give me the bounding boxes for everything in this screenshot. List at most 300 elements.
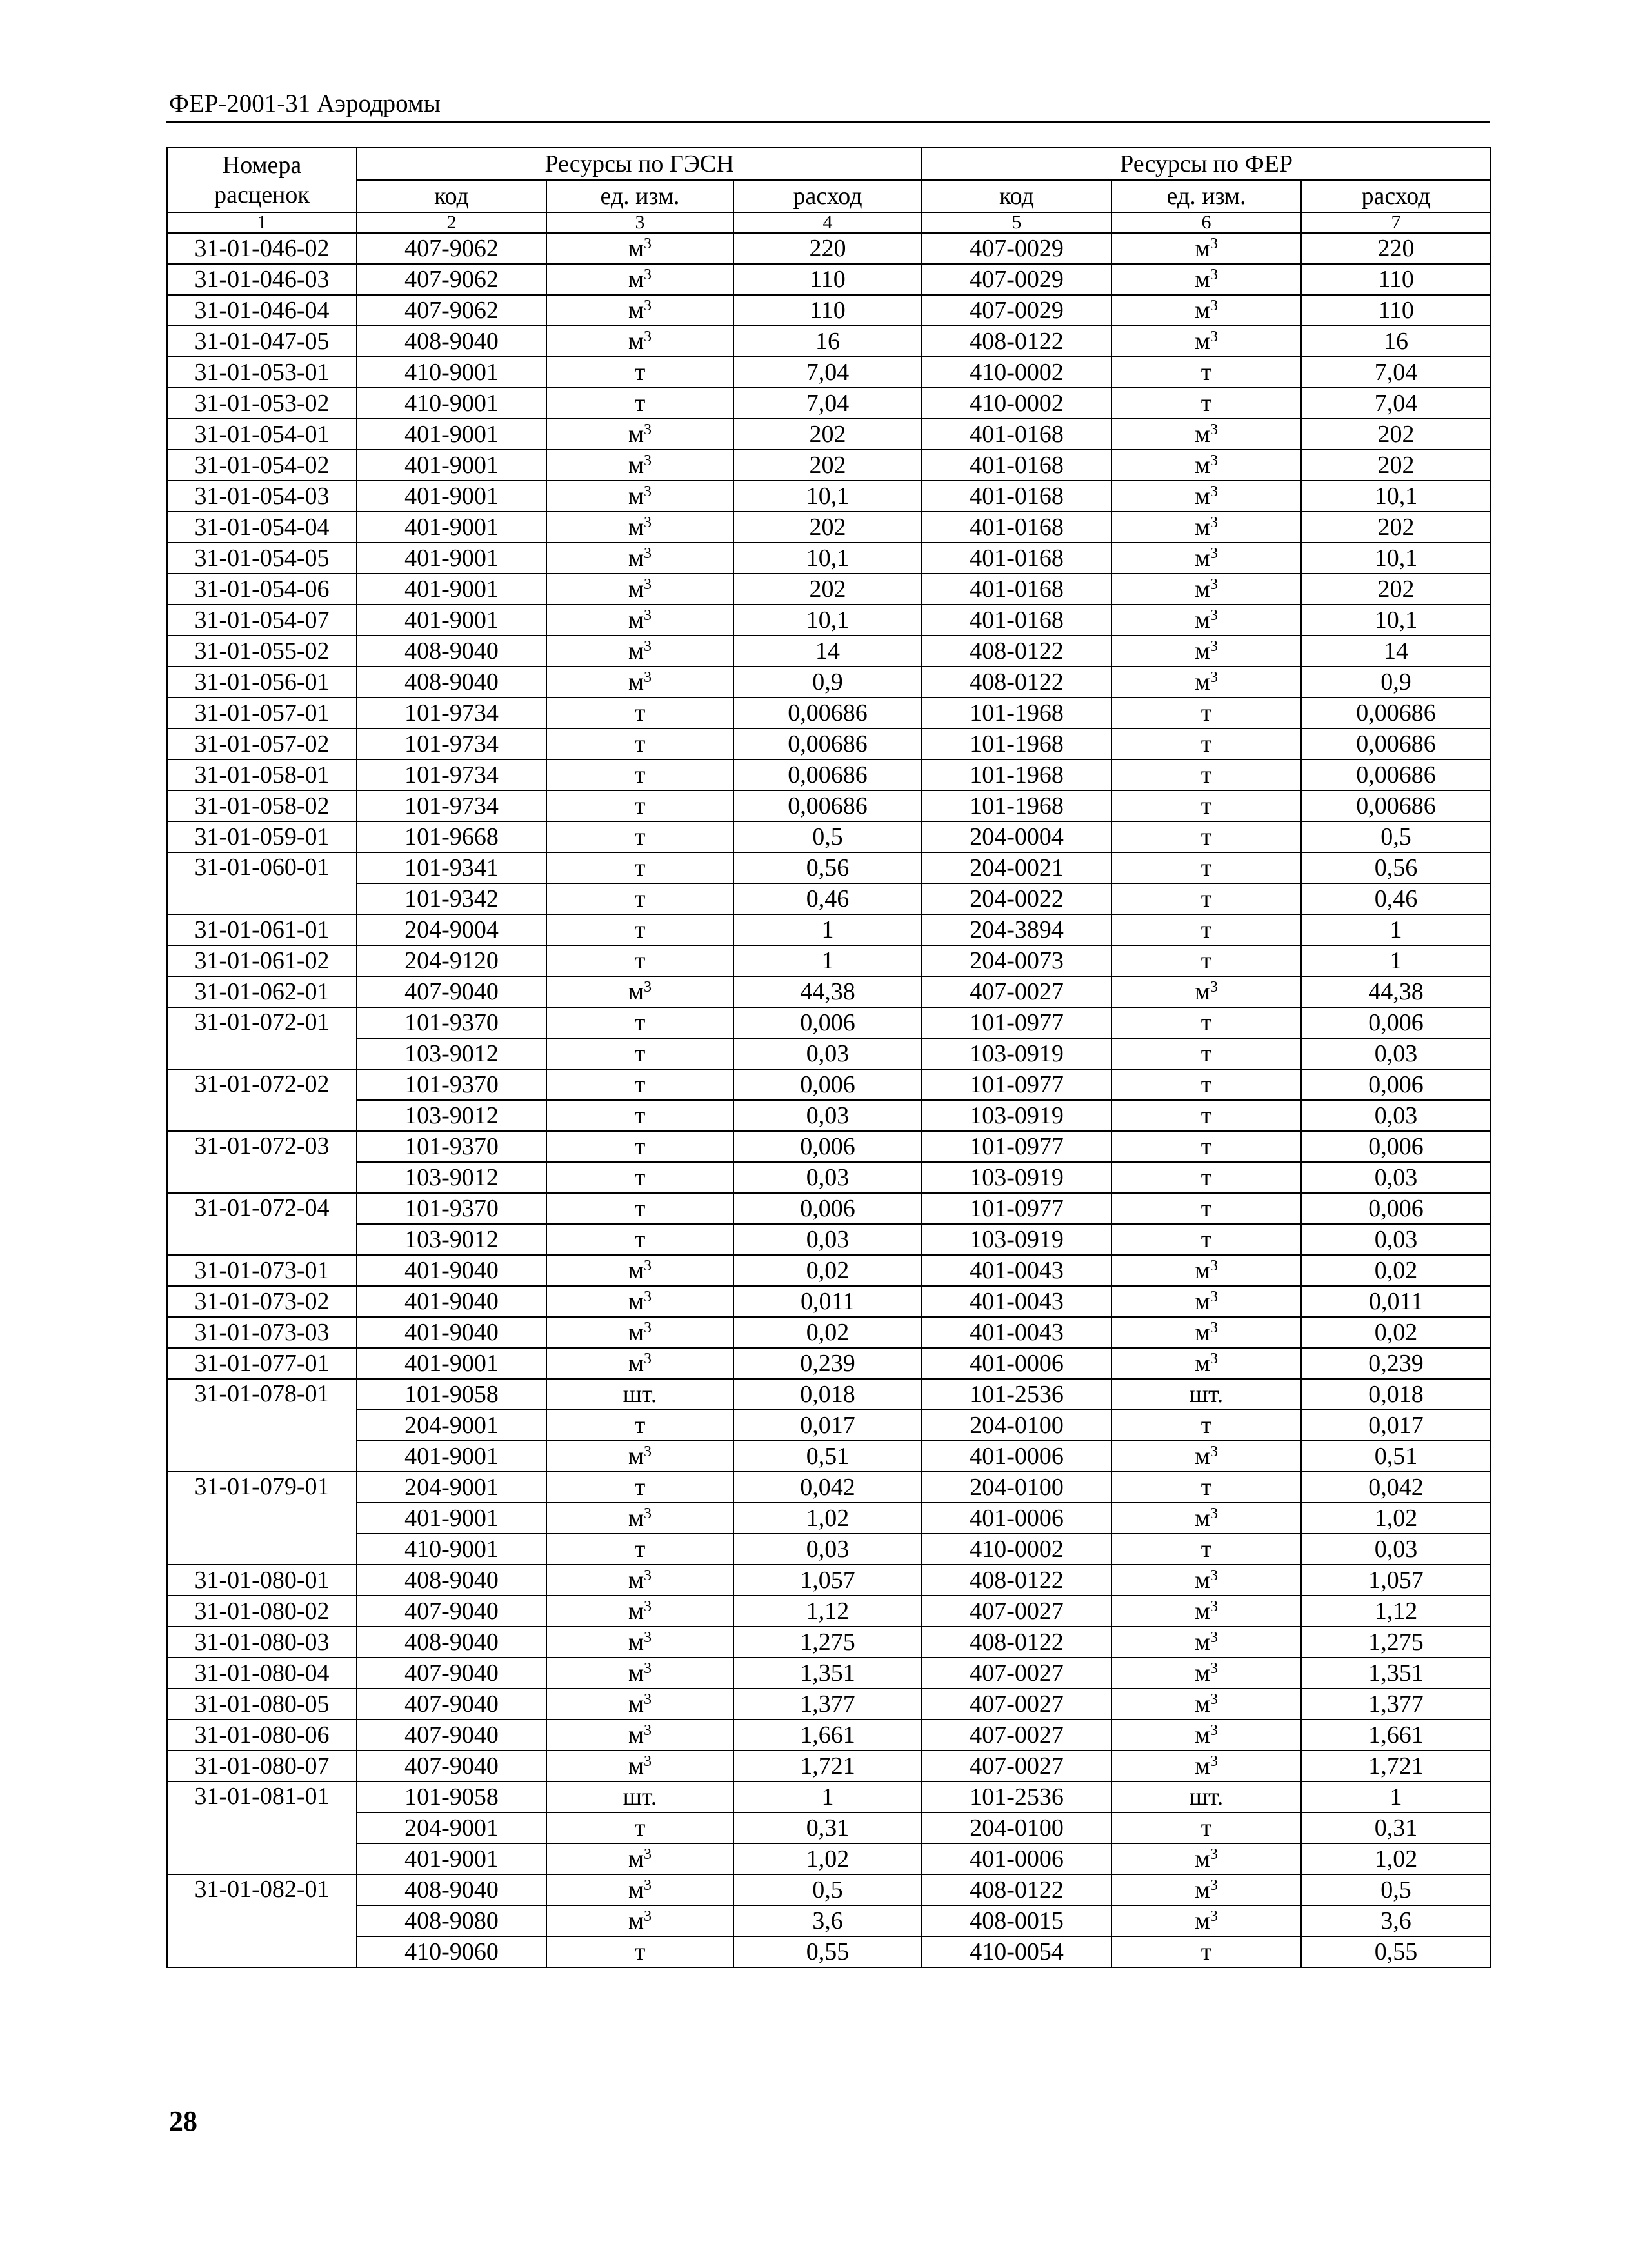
table-row	[167, 574, 1491, 605]
table-row	[167, 1781, 1491, 1812]
rate-number-cell: 31-01-061-02	[167, 945, 357, 976]
fer-code-cell: 204-0022	[922, 883, 1111, 914]
fer-unit-cell: $м^3$	[1111, 1596, 1301, 1627]
fer-consumption-cell: 0,00686	[1301, 759, 1491, 790]
rate-number-cell: 31-01-054-03	[167, 481, 357, 512]
table-row	[167, 1472, 1491, 1503]
fer-consumption-cell: 0,51	[1301, 1441, 1491, 1472]
fer-consumption-cell: 1,057	[1301, 1565, 1491, 1596]
gesn-unit-cell: $м^3$	[546, 419, 733, 450]
rate-number-cell: 31-01-059-01	[167, 821, 357, 852]
gesn-consumption-cell: 16	[733, 326, 922, 357]
table-row	[167, 264, 1491, 295]
fer-code-cell: 204-0004	[922, 821, 1111, 852]
fer-code-cell: 401-0168	[922, 481, 1111, 512]
fer-code-cell: 401-0006	[922, 1348, 1111, 1379]
fer-consumption-cell: 0,017	[1301, 1410, 1491, 1441]
rate-number-cell: 31-01-072-02	[167, 1069, 357, 1131]
fer-unit-cell: $м^3$	[1111, 1317, 1301, 1348]
fer-code-cell: 408-0122	[922, 636, 1111, 667]
gesn-code-cell: 401-9001	[357, 419, 546, 450]
table-row	[167, 512, 1491, 543]
gesn-consumption-cell: 1,721	[733, 1751, 922, 1781]
gesn-consumption-cell: 1	[733, 914, 922, 945]
fer-consumption-cell: 0,55	[1301, 1936, 1491, 1967]
fer-code-cell: 401-0006	[922, 1441, 1111, 1472]
gesn-consumption-cell: 0,5	[733, 821, 922, 852]
fer-unit-cell: т	[1111, 728, 1301, 759]
gesn-code-cell: 401-9001	[357, 481, 546, 512]
fer-consumption-cell: 0,31	[1301, 1812, 1491, 1843]
fer-unit-cell: $м^3$	[1111, 1720, 1301, 1751]
table-body	[167, 233, 1491, 1967]
gesn-unit-cell: т	[546, 1100, 733, 1131]
rate-number-cell: 31-01-072-01	[167, 1007, 357, 1069]
gesn-consumption-cell: 0,00686	[733, 790, 922, 821]
fer-consumption-cell: 0,006	[1301, 1069, 1491, 1100]
rate-number-cell: 31-01-072-03	[167, 1131, 357, 1193]
gesn-unit-cell: т	[546, 1038, 733, 1069]
fer-code-cell: 101-0977	[922, 1131, 1111, 1162]
fer-code-cell: 401-0168	[922, 512, 1111, 543]
rate-number-cell: 31-01-061-01	[167, 914, 357, 945]
gesn-consumption-cell: 1	[733, 945, 922, 976]
fer-resources-header: Ресурсы по ФЕР	[922, 148, 1491, 180]
gesn-unit-cell: $м^3$	[546, 264, 733, 295]
fer-unit-cell: $м^3$	[1111, 574, 1301, 605]
gesn-unit-cell: т	[546, 1534, 733, 1565]
column-number: 3	[546, 212, 733, 233]
rate-number-cell: 31-01-054-07	[167, 605, 357, 636]
gesn-unit-cell: т	[546, 388, 733, 419]
gesn-code-cell: 401-9040	[357, 1286, 546, 1317]
rate-number-cell: 31-01-053-01	[167, 357, 357, 388]
gesn-unit-cell: $м^3$	[546, 976, 733, 1007]
rate-number-cell: 31-01-054-06	[167, 574, 357, 605]
fer-consumption-cell: 1,351	[1301, 1658, 1491, 1689]
column-number: 7	[1301, 212, 1491, 233]
rate-number-cell: 31-01-057-01	[167, 697, 357, 728]
table-row	[167, 1007, 1491, 1038]
fer-unit-cell: т	[1111, 1410, 1301, 1441]
fer-unit-cell: т	[1111, 697, 1301, 728]
gesn-consumption-cell: 1	[733, 1781, 922, 1812]
header-row-1	[167, 148, 1491, 180]
gesn-unit-cell: $м^3$	[546, 1441, 733, 1472]
fer-unit-cell: $м^3$	[1111, 1348, 1301, 1379]
gesn-code-header: код	[357, 180, 546, 212]
gesn-unit-header: ед. изм.	[546, 180, 733, 212]
fer-consumption-cell: 0,006	[1301, 1007, 1491, 1038]
rate-number-cell: 31-01-080-02	[167, 1596, 357, 1627]
gesn-unit-cell: шт.	[546, 1781, 733, 1812]
gesn-code-cell: 101-9058	[357, 1781, 546, 1812]
gesn-code-cell: 401-9001	[357, 605, 546, 636]
gesn-consumption-cell: 1,02	[733, 1503, 922, 1534]
gesn-unit-cell: т	[546, 357, 733, 388]
fer-consumption-cell: 1,661	[1301, 1720, 1491, 1751]
gesn-unit-cell: $м^3$	[546, 1874, 733, 1905]
gesn-code-cell: 103-9012	[357, 1162, 546, 1193]
gesn-unit-cell: $м^3$	[546, 1905, 733, 1936]
fer-code-cell: 101-0977	[922, 1007, 1111, 1038]
gesn-unit-cell: $м^3$	[546, 605, 733, 636]
column-number: 1	[167, 212, 357, 233]
fer-consumption-cell: 14	[1301, 636, 1491, 667]
fer-unit-cell: т	[1111, 1936, 1301, 1967]
fer-code-cell: 407-0027	[922, 976, 1111, 1007]
gesn-unit-cell: $м^3$	[546, 667, 733, 697]
fer-code-cell: 101-1968	[922, 728, 1111, 759]
gesn-unit-cell: т	[546, 945, 733, 976]
gesn-unit-cell: $м^3$	[546, 450, 733, 481]
fer-unit-cell: $м^3$	[1111, 543, 1301, 574]
fer-unit-cell: $м^3$	[1111, 667, 1301, 697]
table-row	[167, 357, 1491, 388]
fer-code-cell: 401-0006	[922, 1503, 1111, 1534]
fer-code-cell: 410-0002	[922, 1534, 1111, 1565]
table-row	[167, 1627, 1491, 1658]
fer-code-cell: 103-0919	[922, 1224, 1111, 1255]
table-row	[167, 605, 1491, 636]
gesn-consumption-cell: 0,00686	[733, 697, 922, 728]
gesn-consumption-cell: 0,03	[733, 1224, 922, 1255]
table-row	[167, 1100, 1491, 1131]
fer-consumption-cell: 7,04	[1301, 357, 1491, 388]
gesn-code-cell: 401-9040	[357, 1255, 546, 1286]
gesn-code-cell: 410-9001	[357, 388, 546, 419]
gesn-unit-cell: $м^3$	[546, 512, 733, 543]
table-row	[167, 914, 1491, 945]
gesn-unit-cell: т	[546, 821, 733, 852]
table-row	[167, 1689, 1491, 1720]
fer-unit-cell: т	[1111, 1193, 1301, 1224]
column-number: 6	[1111, 212, 1301, 233]
fer-code-cell: 401-0168	[922, 574, 1111, 605]
fer-consumption-cell: 0,00686	[1301, 697, 1491, 728]
gesn-unit-cell: $м^3$	[546, 1596, 733, 1627]
gesn-unit-cell: т	[546, 1224, 733, 1255]
gesn-consumption-header: расход	[733, 180, 922, 212]
fer-consumption-cell: 1	[1301, 945, 1491, 976]
fer-code-cell: 401-0168	[922, 450, 1111, 481]
fer-unit-cell: т	[1111, 1224, 1301, 1255]
fer-unit-cell: $м^3$	[1111, 1503, 1301, 1534]
table-row	[167, 821, 1491, 852]
gesn-code-cell: 204-9120	[357, 945, 546, 976]
rate-number-cell: 31-01-080-01	[167, 1565, 357, 1596]
gesn-code-cell: 401-9001	[357, 1348, 546, 1379]
header-row-2	[167, 180, 1491, 212]
gesn-code-cell: 101-9734	[357, 697, 546, 728]
column-number: 2	[357, 212, 546, 233]
fer-unit-cell: $м^3$	[1111, 1751, 1301, 1781]
gesn-consumption-cell: 0,239	[733, 1348, 922, 1379]
gesn-unit-cell: $м^3$	[546, 295, 733, 326]
gesn-code-cell: 410-9001	[357, 1534, 546, 1565]
gesn-consumption-cell: 10,1	[733, 481, 922, 512]
rate-number-cell: 31-01-060-01	[167, 852, 357, 914]
gesn-code-cell: 401-9001	[357, 1843, 546, 1874]
fer-code-cell: 410-0002	[922, 388, 1111, 419]
table-row	[167, 1565, 1491, 1596]
fer-code-cell: 101-1968	[922, 697, 1111, 728]
rate-number-cell: 31-01-057-02	[167, 728, 357, 759]
gesn-unit-cell: т	[546, 697, 733, 728]
gesn-code-cell: 401-9001	[357, 1503, 546, 1534]
fer-unit-cell: т	[1111, 388, 1301, 419]
fer-unit-cell: т	[1111, 1162, 1301, 1193]
fer-code-cell: 401-0043	[922, 1317, 1111, 1348]
gesn-code-cell: 408-9040	[357, 636, 546, 667]
gesn-consumption-cell: 0,03	[733, 1038, 922, 1069]
fer-code-cell: 204-0100	[922, 1812, 1111, 1843]
fer-code-header: код	[922, 180, 1111, 212]
fer-unit-cell: $м^3$	[1111, 1874, 1301, 1905]
table-row	[167, 388, 1491, 419]
fer-unit-cell: $м^3$	[1111, 419, 1301, 450]
gesn-unit-cell: т	[546, 883, 733, 914]
gesn-code-cell: 101-9370	[357, 1069, 546, 1100]
gesn-unit-cell: $м^3$	[546, 1348, 733, 1379]
fer-unit-cell: т	[1111, 790, 1301, 821]
fer-consumption-cell: 110	[1301, 264, 1491, 295]
gesn-consumption-cell: 1,661	[733, 1720, 922, 1751]
gesn-consumption-cell: 1,12	[733, 1596, 922, 1627]
fer-consumption-cell: 0,006	[1301, 1193, 1491, 1224]
fer-code-cell: 408-0122	[922, 326, 1111, 357]
fer-unit-cell: т	[1111, 1069, 1301, 1100]
column-numbers-row	[167, 212, 1491, 233]
gesn-code-cell: 103-9012	[357, 1100, 546, 1131]
gesn-unit-cell: т	[546, 759, 733, 790]
gesn-consumption-cell: 202	[733, 450, 922, 481]
rate-numbers-header: Номера расценок	[167, 148, 357, 212]
fer-unit-cell: $м^3$	[1111, 264, 1301, 295]
gesn-consumption-cell: 0,03	[733, 1100, 922, 1131]
fer-unit-cell: т	[1111, 945, 1301, 976]
table-row	[167, 543, 1491, 574]
fer-unit-cell: $м^3$	[1111, 1565, 1301, 1596]
rate-number-cell: 31-01-080-05	[167, 1689, 357, 1720]
gesn-consumption-cell: 202	[733, 512, 922, 543]
gesn-consumption-cell: 0,042	[733, 1472, 922, 1503]
rate-number-cell: 31-01-082-01	[167, 1874, 357, 1967]
fer-consumption-cell: 0,02	[1301, 1317, 1491, 1348]
table-row	[167, 636, 1491, 667]
fer-consumption-cell: 202	[1301, 450, 1491, 481]
fer-consumption-cell: 0,56	[1301, 852, 1491, 883]
gesn-unit-cell: $м^3$	[546, 574, 733, 605]
fer-code-cell: 401-0168	[922, 605, 1111, 636]
gesn-consumption-cell: 0,56	[733, 852, 922, 883]
gesn-code-cell: 101-9734	[357, 790, 546, 821]
table-row	[167, 1410, 1491, 1441]
fer-consumption-cell: 1,377	[1301, 1689, 1491, 1720]
rate-number-cell: 31-01-079-01	[167, 1472, 357, 1565]
header-rule	[166, 121, 1490, 123]
gesn-code-cell: 408-9040	[357, 1565, 546, 1596]
gesn-unit-cell: $м^3$	[546, 1751, 733, 1781]
fer-unit-cell: $м^3$	[1111, 1658, 1301, 1689]
fer-unit-cell: т	[1111, 852, 1301, 883]
gesn-consumption-cell: 0,006	[733, 1069, 922, 1100]
gesn-code-cell: 103-9012	[357, 1224, 546, 1255]
column-number: 5	[922, 212, 1111, 233]
gesn-unit-cell: т	[546, 728, 733, 759]
fer-code-cell: 410-0002	[922, 357, 1111, 388]
gesn-consumption-cell: 0,011	[733, 1286, 922, 1317]
fer-code-cell: 408-0122	[922, 1565, 1111, 1596]
fer-unit-cell: т	[1111, 357, 1301, 388]
fer-consumption-cell: 0,00686	[1301, 728, 1491, 759]
fer-consumption-cell: 0,239	[1301, 1348, 1491, 1379]
table-row	[167, 1843, 1491, 1874]
fer-unit-cell: т	[1111, 914, 1301, 945]
fer-consumption-cell: 202	[1301, 419, 1491, 450]
gesn-unit-cell: т	[546, 1812, 733, 1843]
gesn-consumption-cell: 202	[733, 419, 922, 450]
fer-consumption-cell: 0,02	[1301, 1255, 1491, 1286]
gesn-consumption-cell: 10,1	[733, 605, 922, 636]
gesn-consumption-cell: 0,017	[733, 1410, 922, 1441]
gesn-code-cell: 410-9001	[357, 357, 546, 388]
gesn-unit-cell: т	[546, 1193, 733, 1224]
fer-unit-cell: шт.	[1111, 1379, 1301, 1410]
fer-unit-cell: т	[1111, 883, 1301, 914]
rate-number-cell: 31-01-047-05	[167, 326, 357, 357]
fer-unit-cell: $м^3$	[1111, 1689, 1301, 1720]
fer-code-cell: 407-0027	[922, 1596, 1111, 1627]
table-row	[167, 1348, 1491, 1379]
gesn-code-cell: 408-9040	[357, 326, 546, 357]
rate-number-cell: 31-01-073-03	[167, 1317, 357, 1348]
gesn-consumption-cell: 0,018	[733, 1379, 922, 1410]
gesn-code-cell: 401-9001	[357, 512, 546, 543]
gesn-code-cell: 407-9040	[357, 1720, 546, 1751]
gesn-code-cell: 407-9040	[357, 1596, 546, 1627]
fer-consumption-cell: 0,9	[1301, 667, 1491, 697]
fer-consumption-header: расход	[1301, 180, 1491, 212]
fer-consumption-cell: 0,006	[1301, 1131, 1491, 1162]
fer-unit-cell: шт.	[1111, 1781, 1301, 1812]
table-row	[167, 326, 1491, 357]
rate-number-cell: 31-01-077-01	[167, 1348, 357, 1379]
gesn-consumption-cell: 220	[733, 233, 922, 264]
fer-unit-cell: т	[1111, 821, 1301, 852]
table-row	[167, 852, 1491, 883]
fer-consumption-cell: 220	[1301, 233, 1491, 264]
fer-unit-cell: $м^3$	[1111, 233, 1301, 264]
gesn-code-cell: 101-9370	[357, 1007, 546, 1038]
fer-consumption-cell: 10,1	[1301, 605, 1491, 636]
rate-number-cell: 31-01-058-01	[167, 759, 357, 790]
fer-code-cell: 407-0027	[922, 1658, 1111, 1689]
fer-code-cell: 204-3894	[922, 914, 1111, 945]
fer-code-cell: 204-0100	[922, 1472, 1111, 1503]
rate-number-cell: 31-01-046-04	[167, 295, 357, 326]
table-row	[167, 697, 1491, 728]
table-row	[167, 1441, 1491, 1472]
fer-consumption-cell: 0,011	[1301, 1286, 1491, 1317]
fer-unit-cell: т	[1111, 1038, 1301, 1069]
fer-consumption-cell: 44,38	[1301, 976, 1491, 1007]
gesn-unit-cell: $м^3$	[546, 1503, 733, 1534]
fer-unit-cell: т	[1111, 1812, 1301, 1843]
fer-code-cell: 407-0027	[922, 1720, 1111, 1751]
fer-consumption-cell: 1,721	[1301, 1751, 1491, 1781]
fer-unit-cell: $м^3$	[1111, 512, 1301, 543]
table-row	[167, 1503, 1491, 1534]
fer-code-cell: 401-0006	[922, 1843, 1111, 1874]
gesn-consumption-cell: 1,377	[733, 1689, 922, 1720]
fer-code-cell: 103-0919	[922, 1162, 1111, 1193]
gesn-code-cell: 101-9370	[357, 1193, 546, 1224]
rate-number-cell: 31-01-072-04	[167, 1193, 357, 1255]
gesn-code-cell: 407-9062	[357, 264, 546, 295]
table-row	[167, 419, 1491, 450]
gesn-code-cell: 401-9001	[357, 574, 546, 605]
fer-code-cell: 407-0027	[922, 1689, 1111, 1720]
table-row	[167, 945, 1491, 976]
table-row	[167, 1131, 1491, 1162]
gesn-code-cell: 407-9062	[357, 233, 546, 264]
gesn-consumption-cell: 0,02	[733, 1317, 922, 1348]
table-row	[167, 1658, 1491, 1689]
fer-code-cell: 103-0919	[922, 1038, 1111, 1069]
gesn-unit-cell: $м^3$	[546, 326, 733, 357]
rate-number-cell: 31-01-055-02	[167, 636, 357, 667]
table-row	[167, 1874, 1491, 1905]
fer-consumption-cell: 0,03	[1301, 1224, 1491, 1255]
gesn-code-cell: 407-9040	[357, 1689, 546, 1720]
gesn-unit-cell: т	[546, 1936, 733, 1967]
gesn-code-cell: 408-9080	[357, 1905, 546, 1936]
fer-code-cell: 204-0073	[922, 945, 1111, 976]
fer-consumption-cell: 0,00686	[1301, 790, 1491, 821]
fer-unit-cell: т	[1111, 1007, 1301, 1038]
table-row	[167, 1936, 1491, 1967]
fer-consumption-cell: 1,275	[1301, 1627, 1491, 1658]
table-row	[167, 1193, 1491, 1224]
fer-code-cell: 204-0100	[922, 1410, 1111, 1441]
fer-consumption-cell: 1	[1301, 1781, 1491, 1812]
table-row	[167, 1812, 1491, 1843]
gesn-unit-cell: $м^3$	[546, 1565, 733, 1596]
gesn-code-cell: 204-9001	[357, 1812, 546, 1843]
fer-unit-cell: $м^3$	[1111, 1286, 1301, 1317]
gesn-code-cell: 101-9668	[357, 821, 546, 852]
fer-unit-cell: $м^3$	[1111, 636, 1301, 667]
rate-number-cell: 31-01-078-01	[167, 1379, 357, 1472]
gesn-code-cell: 204-9001	[357, 1472, 546, 1503]
gesn-consumption-cell: 202	[733, 574, 922, 605]
fer-unit-cell: $м^3$	[1111, 1843, 1301, 1874]
gesn-consumption-cell: 0,006	[733, 1131, 922, 1162]
fer-code-cell: 101-2536	[922, 1781, 1111, 1812]
table-row	[167, 976, 1491, 1007]
table-row	[167, 759, 1491, 790]
fer-code-cell: 101-1968	[922, 790, 1111, 821]
fer-consumption-cell: 0,03	[1301, 1038, 1491, 1069]
fer-unit-cell: $м^3$	[1111, 450, 1301, 481]
gesn-resources-header: Ресурсы по ГЭСН	[357, 148, 922, 180]
fer-code-cell: 401-0043	[922, 1255, 1111, 1286]
table-row	[167, 1038, 1491, 1069]
gesn-unit-cell: т	[546, 1410, 733, 1441]
rate-number-cell: 31-01-080-06	[167, 1720, 357, 1751]
gesn-unit-cell: $м^3$	[546, 481, 733, 512]
